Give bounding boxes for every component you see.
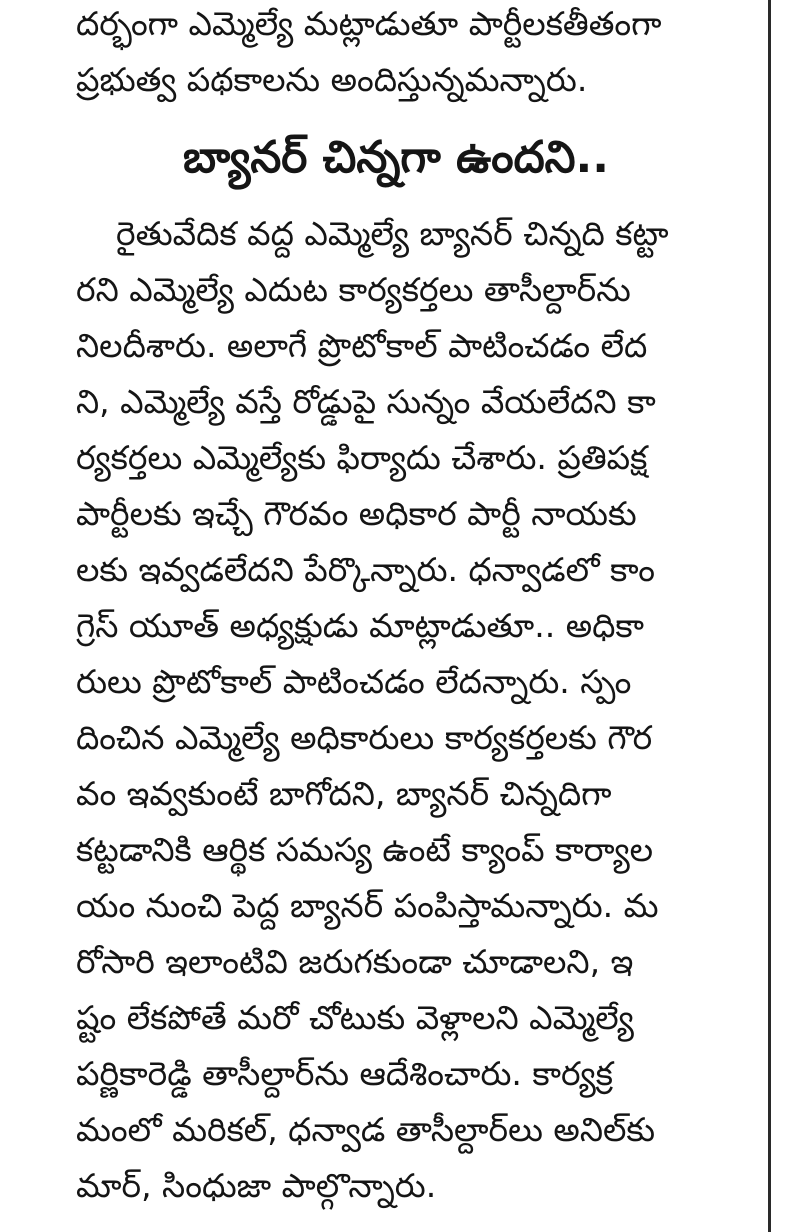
body-line: పార్టీలకు ఇచ్చే గౌరవం అధికార పార్టీ నాయకు [76,494,637,533]
body-line: గ్రెస్ యూత్ అధ్యక్షుడు మాట్లాడుతూ.. అధికా [76,606,645,645]
article-intro [76,0,716,108]
body-line: ని, ఎమ్మెల్యే వస్తే రోడ్డుపై సున్నం వేయలేదని కా [76,382,656,421]
body-line: రైతువేదిక వద్ద ఎమ్మెల్యే బ్యానర్ చిన్నది కట్టా [116,214,669,253]
body-line: రులు ప్రొటోకాల్ పాటించడం లేదన్నారు. స్పం [76,662,632,701]
intro-line: దర్భంగా ఎమ్మెల్యే మట్లాడుతూ పార్టీలకతీతంగా [76,4,662,43]
body-line: నిలదీశారు. అలాగే ప్రొటోకాల్ పాటించడం లేద [76,326,648,365]
body-line: రని ఎమ్మెల్యే ఎదుట కార్యకర్తలు తాసీల్దార్‌ను [76,270,631,309]
body-line: పర్ణికారెడ్డి తాసీల్దార్‌ను ఆదేశించారు. కార్యక్ర [76,1054,613,1093]
intro-line: ప్రభుత్వ పథకాలను అందిస్తున్నమన్నారు. [76,60,588,99]
column-rule [768,0,771,1232]
body-line: మార్, సింధుజా పాల్గొన్నారు. [76,1166,437,1205]
body-line: ర్యకర్తలు ఎమ్మెల్యేకు ఫిర్యాదు చేశారు. ప్రతిపక్ష [76,438,648,477]
body-line: మంలో మరికల్, ధన్వాడ తాసీల్దార్‌లు అనిల్‌కు [76,1110,656,1149]
body-line: దించిన ఎమ్మెల్యే అధికారులు కార్యకర్తలకు గౌర [76,718,653,757]
article-subheading: బ్యానర్ చిన్నగా ఉందని.. [183,132,609,183]
body-line: కట్టడానికి ఆర్థిక సమస్య ఉంటే క్యాంప్ కార్యాల [76,830,654,869]
body-line: లకు ఇవ్వడలేదని పేర్కొన్నారు. ధన్వాడలో కాం [76,550,656,589]
body-line: యం నుంచి పెద్ద బ్యానర్ పంపిస్తామన్నారు. మ [76,886,659,925]
body-line: రోసారి ఇలాంటివి జరుగకుండా చూడాలని, ఇ [76,942,634,981]
article-body [76,206,716,1214]
body-line: వం ఇవ్వకుంటే బాగోదని, బ్యానర్ చిన్నదిగా [76,774,612,813]
body-line: ష్టం లేకపోతే మరో చోటుకు వెళ్లాలని ఎమ్మెల్యే [76,998,634,1037]
